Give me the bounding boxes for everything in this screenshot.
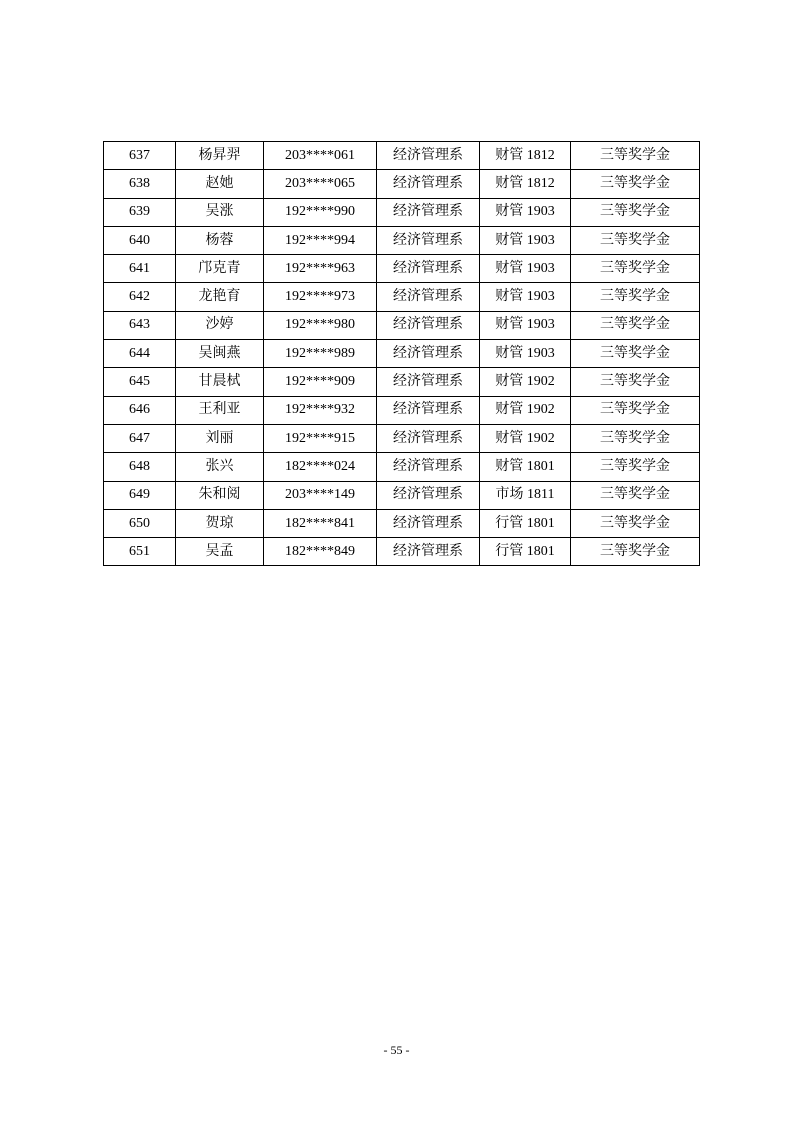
- table-row: [104, 424, 700, 452]
- cell-number: 637: [104, 142, 176, 170]
- cell-student-id: 203****061: [264, 142, 377, 170]
- cell-department: 经济管理系: [377, 283, 480, 311]
- cell-name: 杨蓉: [176, 226, 264, 254]
- cell-student-id: 192****990: [264, 198, 377, 226]
- cell-number: 641: [104, 255, 176, 283]
- cell-name: 朱和阅: [176, 481, 264, 509]
- cell-number: 640: [104, 226, 176, 254]
- cell-student-id: 192****989: [264, 340, 377, 368]
- cell-name: 贺琼: [176, 509, 264, 537]
- cell-department: 经济管理系: [377, 255, 480, 283]
- table-row: [104, 481, 700, 509]
- cell-department: 经济管理系: [377, 481, 480, 509]
- table-row: [104, 255, 700, 283]
- cell-award: 三等奖学金: [571, 340, 700, 368]
- cell-award: 三等奖学金: [571, 142, 700, 170]
- cell-award: 三等奖学金: [571, 453, 700, 481]
- cell-student-id: 203****149: [264, 481, 377, 509]
- cell-award: 三等奖学金: [571, 226, 700, 254]
- cell-class: 财管 1903: [480, 311, 571, 339]
- table-row: [104, 311, 700, 339]
- cell-award: 三等奖学金: [571, 509, 700, 537]
- cell-department: 经济管理系: [377, 198, 480, 226]
- cell-number: 638: [104, 170, 176, 198]
- cell-student-id: 182****849: [264, 538, 377, 566]
- table-row: [104, 396, 700, 424]
- cell-student-id: 192****932: [264, 396, 377, 424]
- cell-department: 经济管理系: [377, 396, 480, 424]
- cell-student-id: 192****973: [264, 283, 377, 311]
- cell-number: 645: [104, 368, 176, 396]
- cell-class: 财管 1903: [480, 255, 571, 283]
- cell-number: 643: [104, 311, 176, 339]
- scholarship-table: [103, 141, 700, 566]
- cell-number: 646: [104, 396, 176, 424]
- table-row: [104, 198, 700, 226]
- table-row: [104, 340, 700, 368]
- cell-name: 张兴: [176, 453, 264, 481]
- cell-name: 邝克青: [176, 255, 264, 283]
- cell-class: 财管 1902: [480, 424, 571, 452]
- cell-class: 财管 1903: [480, 340, 571, 368]
- table-row: [104, 170, 700, 198]
- cell-class: 财管 1903: [480, 283, 571, 311]
- table-row: [104, 538, 700, 566]
- cell-number: 651: [104, 538, 176, 566]
- cell-name: 吴涨: [176, 198, 264, 226]
- cell-award: 三等奖学金: [571, 283, 700, 311]
- table-row: [104, 226, 700, 254]
- table-row: [104, 509, 700, 537]
- cell-department: 经济管理系: [377, 170, 480, 198]
- cell-name: 杨昇羿: [176, 142, 264, 170]
- cell-number: 648: [104, 453, 176, 481]
- cell-award: 三等奖学金: [571, 424, 700, 452]
- cell-student-id: 192****915: [264, 424, 377, 452]
- cell-number: 644: [104, 340, 176, 368]
- cell-name: 吴孟: [176, 538, 264, 566]
- cell-number: 642: [104, 283, 176, 311]
- cell-department: 经济管理系: [377, 453, 480, 481]
- cell-award: 三等奖学金: [571, 311, 700, 339]
- cell-number: 647: [104, 424, 176, 452]
- cell-name: 沙婷: [176, 311, 264, 339]
- cell-class: 财管 1902: [480, 368, 571, 396]
- cell-class: 市场 1811: [480, 481, 571, 509]
- cell-student-id: 203****065: [264, 170, 377, 198]
- cell-award: 三等奖学金: [571, 481, 700, 509]
- cell-class: 财管 1812: [480, 142, 571, 170]
- cell-class: 行管 1801: [480, 538, 571, 566]
- cell-name: 龙艳育: [176, 283, 264, 311]
- cell-department: 经济管理系: [377, 538, 480, 566]
- table-row: [104, 368, 700, 396]
- cell-name: 刘丽: [176, 424, 264, 452]
- cell-award: 三等奖学金: [571, 255, 700, 283]
- cell-class: 财管 1812: [480, 170, 571, 198]
- cell-department: 经济管理系: [377, 509, 480, 537]
- cell-class: 行管 1801: [480, 509, 571, 537]
- cell-department: 经济管理系: [377, 142, 480, 170]
- cell-department: 经济管理系: [377, 424, 480, 452]
- cell-class: 财管 1801: [480, 453, 571, 481]
- table-row: [104, 142, 700, 170]
- cell-number: 650: [104, 509, 176, 537]
- page-number: - 55 -: [383, 1043, 410, 1057]
- cell-student-id: 192****909: [264, 368, 377, 396]
- cell-student-id: 192****963: [264, 255, 377, 283]
- cell-award: 三等奖学金: [571, 368, 700, 396]
- cell-class: 财管 1902: [480, 396, 571, 424]
- cell-student-id: 192****994: [264, 226, 377, 254]
- cell-department: 经济管理系: [377, 226, 480, 254]
- cell-name: 王利亚: [176, 396, 264, 424]
- cell-class: 财管 1903: [480, 198, 571, 226]
- cell-award: 三等奖学金: [571, 396, 700, 424]
- cell-number: 649: [104, 481, 176, 509]
- cell-award: 三等奖学金: [571, 198, 700, 226]
- cell-student-id: 192****980: [264, 311, 377, 339]
- cell-name: 赵她: [176, 170, 264, 198]
- table-row: [104, 283, 700, 311]
- cell-department: 经济管理系: [377, 311, 480, 339]
- cell-name: 吴闽燕: [176, 340, 264, 368]
- cell-class: 财管 1903: [480, 226, 571, 254]
- table-row: [104, 453, 700, 481]
- table-body: [104, 142, 700, 566]
- cell-department: 经济管理系: [377, 368, 480, 396]
- cell-number: 639: [104, 198, 176, 226]
- cell-student-id: 182****024: [264, 453, 377, 481]
- cell-award: 三等奖学金: [571, 170, 700, 198]
- cell-department: 经济管理系: [377, 340, 480, 368]
- cell-student-id: 182****841: [264, 509, 377, 537]
- cell-name: 甘晨栻: [176, 368, 264, 396]
- cell-award: 三等奖学金: [571, 538, 700, 566]
